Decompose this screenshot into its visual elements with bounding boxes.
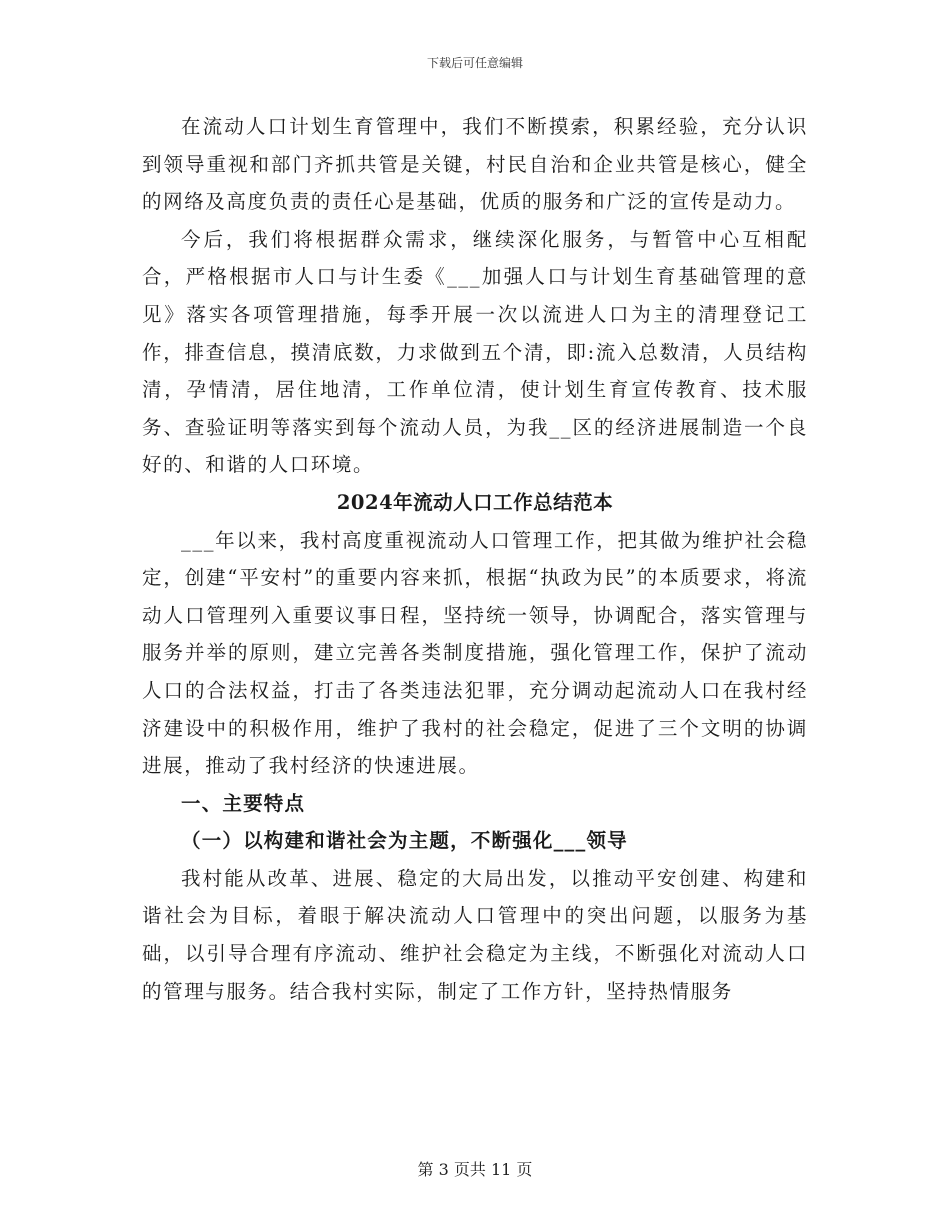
- header-note: 下载后可任意编辑: [426, 56, 523, 70]
- heading-main-features: 一、主要特点: [181, 791, 306, 815]
- paragraph-3: ___年以来，我村高度重视流动人口管理工作，把其做为维护社会稳定，创建“平安村”的重要内容来抓，根据“执政为民”的本质要求，将流动人口管理列入重要议事日程，坚持统一领导，协调配合，落实管理与服务并举的原则，建立完善各类制度措施，强化管理工作，保护了流动人口的合法权益，打击了各类违法犯罪，充分调动起流动人口在我村经济建设中的积极作用，维护了我村的社会稳定，促进了三个文明的协调进展，推动了我村经济的快速进展。: [142, 528, 808, 778]
- page-number: 第 3 页共 11 页: [417, 1160, 533, 1179]
- paragraph-2: 今后，我们将根据群众需求，继续深化服务，与暂管中心互相配合，严格根据市人口与计生委《___加强人口与计划生育基础管理的意见》落实各项管理措施，每季开展一次以流进人口为主的清理登记工作，排查信息，摸清底数，力求做到五个清，即:流入总数清，人员结构清，孕情清，居住地清，工作单位清，使计划生育宣传教育、技术服务、查验证明等落实到每个流动人员，为我__区的经济进展制造一个良好的、和谐的人口环境。: [142, 227, 808, 477]
- section-title: 2024年流动人口工作总结范本: [336, 490, 614, 514]
- paragraph-1: 在流动人口计划生育管理中，我们不断摸索，积累经验，充分认识到领导重视和部门齐抓共管是关键，村民自治和企业共管是核心，健全的网络及高度负责的责任心是基础，优质的服务和广泛的宣传是动力。: [142, 115, 808, 214]
- document-body: [142, 108, 808, 1010]
- subheading-1: （一）以构建和谐社会为主题，不断强化___领导: [181, 829, 628, 853]
- paragraph-4: 我村能从改革、进展、稳定的大局出发，以推动平安创建、构建和谐社会为目标，着眼于解决流动人口管理中的突出问题，以服务为基础，以引导合理有序流动、维护社会稳定为主线，不断强化对流动人口的管理与服务。结合我村实际，制定了工作方针，坚持热情服务: [142, 866, 808, 1003]
